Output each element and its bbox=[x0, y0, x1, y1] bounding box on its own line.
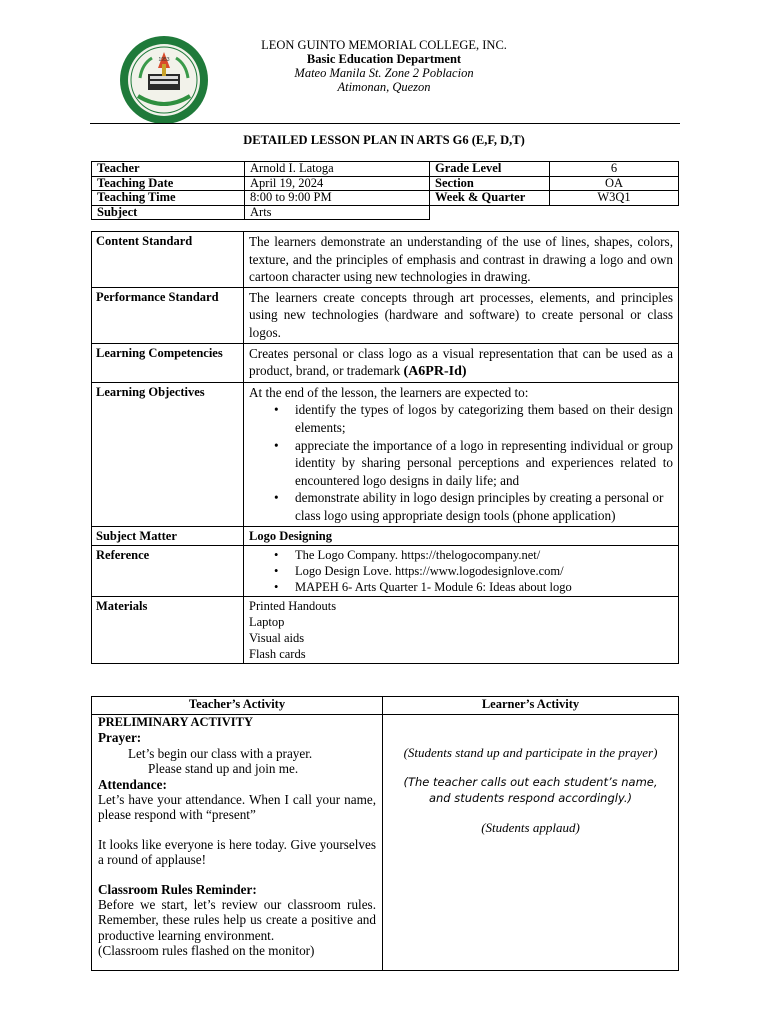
lesson-info-table bbox=[91, 161, 679, 220]
attendance-heading: Attendance: bbox=[98, 776, 167, 792]
subject-label: Subject bbox=[92, 205, 245, 220]
lesson-plan-table bbox=[91, 231, 679, 664]
table-row bbox=[92, 287, 679, 343]
learner-activity-header: Learner’s Activity bbox=[383, 697, 679, 715]
table-row bbox=[92, 176, 679, 191]
table-row bbox=[92, 343, 679, 382]
subject-matter-label: Subject Matter bbox=[92, 526, 244, 545]
prayer-heading: Prayer: bbox=[98, 730, 142, 746]
document-title: DETAILED LESSON PLAN IN ARTS G6 (E,F, D,T) bbox=[243, 133, 525, 147]
teacher-activity-cell bbox=[92, 715, 383, 971]
section-label: Section bbox=[430, 176, 550, 191]
learner-activity-cell bbox=[383, 715, 679, 971]
week-value: W3Q1 bbox=[550, 191, 679, 206]
time-value: 8:00 to 9:00 PM bbox=[245, 191, 430, 206]
materials-cell bbox=[244, 596, 679, 663]
list-item: • identify the types of logos by categorizing them based on their design elements; bbox=[249, 401, 673, 436]
subject-matter-text: Logo Designing bbox=[244, 526, 679, 545]
table-row bbox=[92, 205, 679, 220]
date-label: Teaching Date bbox=[92, 176, 245, 191]
table-row bbox=[92, 526, 679, 545]
grade-value: 6 bbox=[550, 162, 679, 177]
grade-label: Grade Level bbox=[430, 162, 550, 177]
table-row bbox=[92, 545, 679, 596]
teacher-value: Arnold I. Latoga bbox=[245, 162, 430, 177]
address-line-2: Atimonan, Quezon bbox=[337, 80, 431, 94]
list-item: • appreciate the importance of a logo in representing individual or group identity by sharing personal perceptions and experiences related to encountered logo designs in daily life; and bbox=[249, 437, 673, 490]
teacher-label: Teacher bbox=[92, 162, 245, 177]
objectives-cell bbox=[244, 382, 679, 526]
subject-value: Arts bbox=[245, 205, 430, 220]
prayer-line-2: Please stand up and join me. bbox=[148, 761, 299, 777]
materials-label: Materials bbox=[92, 596, 244, 663]
list-item: • The Logo Company. https://thelogocompany.net/ bbox=[249, 547, 673, 563]
attendance-text: Let’s have your attendance. When I call your name, please respond with “present” bbox=[98, 792, 376, 823]
table-row bbox=[92, 596, 679, 663]
list-item: Printed Handouts bbox=[249, 598, 337, 613]
competencies-label: Learning Competencies bbox=[92, 343, 244, 382]
table-row bbox=[92, 382, 679, 526]
teacher-activity-header: Teacher’s Activity bbox=[92, 697, 383, 715]
objectives-intro: At the end of the lesson, the learners are expected to: bbox=[249, 384, 529, 400]
list-item: • MAPEH 6- Arts Quarter 1- Module 6: Ideas about logo bbox=[249, 579, 673, 595]
performance-standard-text: The learners create concepts through art processes, elements, and principles using new technologies (hardware and software) to create personal or class logos. bbox=[244, 287, 679, 343]
activity-table bbox=[91, 696, 679, 971]
address-line-1: Mateo Manila St. Zone 2 Poblacion bbox=[294, 66, 474, 80]
department-name: Basic Education Department bbox=[306, 52, 462, 66]
competencies-text: Creates personal or class logo as a visual representation that can be used as a product, brand, or trademark bbox=[249, 345, 673, 379]
competencies-code: (A6PR-Id) bbox=[403, 364, 467, 380]
table-row bbox=[92, 715, 679, 971]
reference-label: Reference bbox=[92, 545, 244, 596]
list-item: • Logo Design Love. https://www.logodesignlove.com/ bbox=[249, 563, 673, 579]
section-value: OA bbox=[550, 176, 679, 191]
objectives-label: Learning Objectives bbox=[92, 382, 244, 526]
competencies-cell bbox=[244, 343, 679, 382]
reference-list bbox=[249, 547, 673, 595]
table-row bbox=[92, 232, 679, 288]
time-label: Teaching Time bbox=[92, 191, 245, 206]
preliminary-heading: PRELIMINARY ACTIVITY bbox=[98, 715, 254, 729]
applause-text: It looks like everyone is here today. Give yourselves a round of applause! bbox=[98, 836, 376, 868]
empty-cell bbox=[430, 205, 550, 220]
rules-heading: Classroom Rules Reminder: bbox=[98, 881, 257, 897]
svg-text:1953: 1953 bbox=[158, 57, 170, 63]
rules-text: Before we start, let’s review our classroom rules. Remember, these rules help us create a positive and productive learning environment. bbox=[98, 897, 376, 943]
prayer-line-1: Let’s begin our class with a prayer. bbox=[128, 745, 313, 761]
list-item: Visual aids bbox=[249, 630, 305, 645]
table-row bbox=[92, 162, 679, 177]
content-standard-text: The learners demonstrate an understanding of the use of lines, shapes, colors, texture, and the principles of emphasis and contrast in drawing a logo and own cartoon character using new technologies in drawing. bbox=[244, 232, 679, 288]
learner-response-applause: (Students applaud) bbox=[481, 820, 580, 836]
table-row bbox=[92, 191, 679, 206]
header-divider bbox=[90, 123, 680, 124]
list-item: Flash cards bbox=[249, 646, 306, 661]
learner-response-prayer: (Students stand up and participate in the prayer) bbox=[403, 745, 658, 760]
week-label: Week & Quarter bbox=[430, 191, 550, 206]
table-row bbox=[92, 697, 679, 715]
list-item: Laptop bbox=[249, 614, 285, 629]
content-standard-label: Content Standard bbox=[92, 232, 244, 288]
empty-cell bbox=[550, 205, 679, 220]
learner-response-attendance: (The teacher calls out each student’s name, and students respond accordingly.) bbox=[403, 775, 658, 805]
objectives-list bbox=[249, 401, 673, 524]
reference-cell bbox=[244, 545, 679, 596]
performance-standard-label: Performance Standard bbox=[92, 287, 244, 343]
rules-flash-text: (Classroom rules flashed on the monitor) bbox=[98, 943, 315, 959]
date-value: April 19, 2024 bbox=[245, 176, 430, 191]
school-name: LEON GUINTO MEMORIAL COLLEGE, INC. bbox=[261, 38, 507, 52]
list-item: • demonstrate ability in logo design principles by creating a personal or class logo using appropriate design tools (phone application) bbox=[249, 489, 673, 524]
